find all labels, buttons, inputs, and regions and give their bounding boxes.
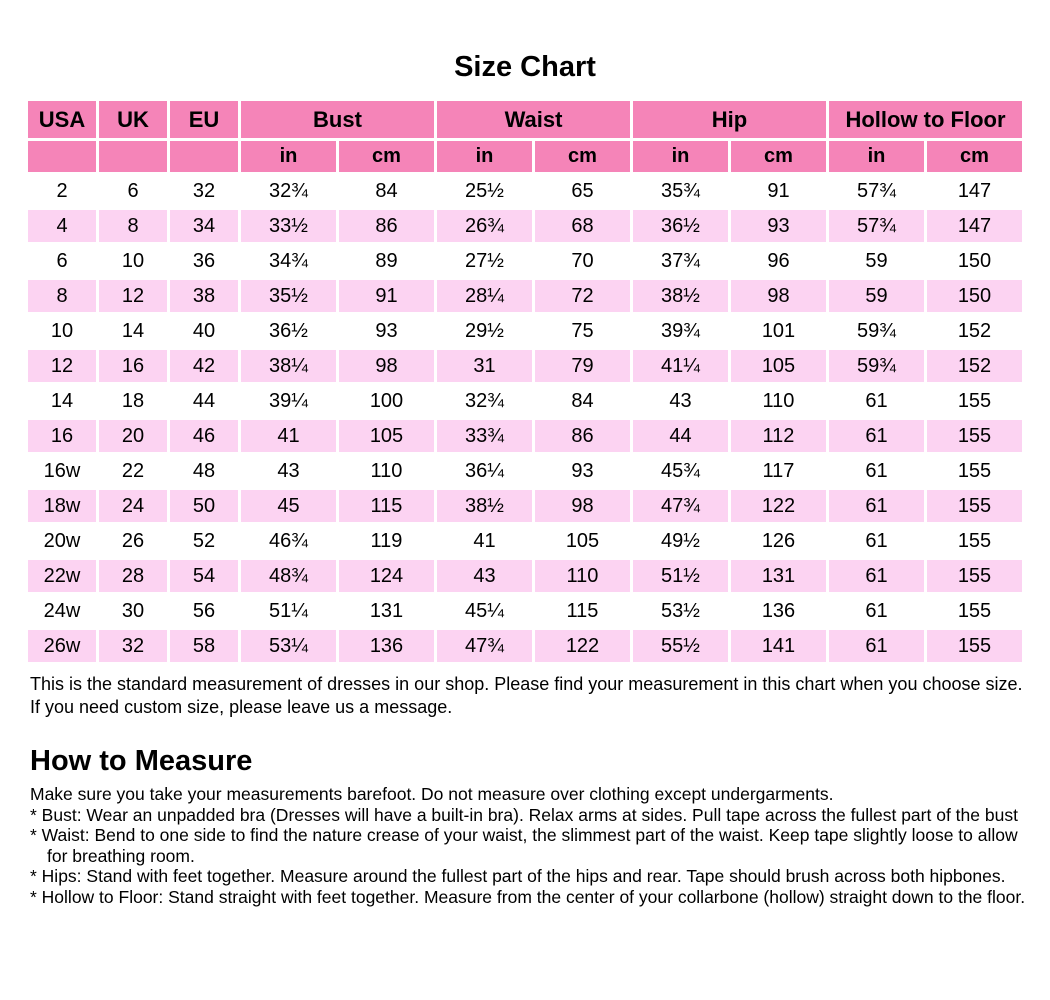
- table-cell: 39¼: [241, 385, 336, 417]
- table-row: [28, 210, 1022, 242]
- table-cell: 110: [535, 560, 630, 592]
- table-cell: 27½: [437, 245, 532, 277]
- measure-bullet-waist: * Waist: Bend to one side to find the nature crease of your waist, the slimmest part of the waist. Keep tape slightly loose to allow for breathing room.: [30, 825, 1018, 866]
- table-cell: 28¼: [437, 280, 532, 312]
- table-cell: 38¼: [241, 350, 336, 382]
- table-cell: 112: [731, 420, 826, 452]
- table-cell: 35¾: [633, 175, 728, 207]
- table-cell: 136: [731, 595, 826, 627]
- table-cell: 41: [241, 420, 336, 452]
- table-row: [28, 525, 1022, 557]
- table-cell: 155: [927, 385, 1022, 417]
- table-cell: 141: [731, 630, 826, 662]
- table-cell: 14: [99, 315, 167, 347]
- table-cell: 86: [535, 420, 630, 452]
- table-cell: 10: [99, 245, 167, 277]
- table-cell: 47¾: [633, 490, 728, 522]
- table-cell: 100: [339, 385, 434, 417]
- table-cell: 41¼: [633, 350, 728, 382]
- table-cell: 34: [170, 210, 238, 242]
- table-header-group-row: [28, 101, 1022, 138]
- table-row: [28, 315, 1022, 347]
- table-cell: 131: [339, 595, 434, 627]
- table-cell: 155: [927, 525, 1022, 557]
- column-header-bust: Bust: [241, 101, 434, 138]
- table-cell: 150: [927, 245, 1022, 277]
- table-cell: 48: [170, 455, 238, 487]
- table-cell: 93: [535, 455, 630, 487]
- table-cell: 43: [633, 385, 728, 417]
- table-cell: 54: [170, 560, 238, 592]
- table-cell: 117: [731, 455, 826, 487]
- table-cell: 36: [170, 245, 238, 277]
- table-cell: 61: [829, 385, 924, 417]
- table-cell: 105: [339, 420, 434, 452]
- table-cell: 110: [731, 385, 826, 417]
- table-cell: 43: [241, 455, 336, 487]
- note-line-2: If you need custom size, please leave us a message.: [30, 697, 453, 717]
- table-cell: 56: [170, 595, 238, 627]
- table-row: [28, 385, 1022, 417]
- table-cell: 122: [535, 630, 630, 662]
- table-cell: 155: [927, 455, 1022, 487]
- table-cell: 70: [535, 245, 630, 277]
- column-header-uk: UK: [99, 101, 167, 138]
- table-cell: 61: [829, 560, 924, 592]
- table-cell: 155: [927, 630, 1022, 662]
- unit-header-bust-in: in: [241, 141, 336, 172]
- table-cell: 49½: [633, 525, 728, 557]
- measure-bullet-bust: * Bust: Wear an unpadded bra (Dresses will have a built-in bra). Relax arms at sides. Pull tape across the fullest part of the bust: [30, 804, 1018, 825]
- how-to-measure-heading: How to Measure: [30, 745, 253, 777]
- table-row: [28, 245, 1022, 277]
- table-cell: 101: [731, 315, 826, 347]
- table-cell: 30: [99, 595, 167, 627]
- table-cell: 96: [731, 245, 826, 277]
- table-cell: 59¾: [829, 350, 924, 382]
- table-row: [28, 455, 1022, 487]
- table-cell: 18w: [28, 490, 96, 522]
- table-cell: 25½: [437, 175, 532, 207]
- table-cell: 20w: [28, 525, 96, 557]
- table-cell: 57¾: [829, 210, 924, 242]
- table-cell: 43: [437, 560, 532, 592]
- table-row: [28, 420, 1022, 452]
- table-cell: 26: [99, 525, 167, 557]
- table-cell: 126: [731, 525, 826, 557]
- table-cell: 35½: [241, 280, 336, 312]
- table-cell: 2: [28, 175, 96, 207]
- table-cell: 150: [927, 280, 1022, 312]
- table-cell: 32: [170, 175, 238, 207]
- column-header-waist: Waist: [437, 101, 630, 138]
- table-cell: 45¾: [633, 455, 728, 487]
- table-cell: 36¼: [437, 455, 532, 487]
- table-cell: 65: [535, 175, 630, 207]
- table-cell: 91: [731, 175, 826, 207]
- standard-measurement-note: [30, 673, 1050, 719]
- table-cell: 93: [339, 315, 434, 347]
- table-cell: 147: [927, 175, 1022, 207]
- how-to-measure-section: [30, 784, 1030, 907]
- table-cell: 36½: [633, 210, 728, 242]
- unit-header-empty: [170, 141, 238, 172]
- table-cell: 46: [170, 420, 238, 452]
- table-cell: 61: [829, 595, 924, 627]
- table-cell: 53½: [633, 595, 728, 627]
- table-cell: 61: [829, 420, 924, 452]
- table-cell: 155: [927, 595, 1022, 627]
- table-cell: 89: [339, 245, 434, 277]
- table-cell: 36½: [241, 315, 336, 347]
- table-row: [28, 595, 1022, 627]
- column-header-hip: Hip: [633, 101, 826, 138]
- table-cell: 61: [829, 490, 924, 522]
- unit-header-empty: [99, 141, 167, 172]
- table-cell: 24: [99, 490, 167, 522]
- column-header-eu: EU: [170, 101, 238, 138]
- table-cell: 18: [99, 385, 167, 417]
- table-cell: 61: [829, 630, 924, 662]
- table-cell: 98: [535, 490, 630, 522]
- table-cell: 119: [339, 525, 434, 557]
- table-cell: 45¼: [437, 595, 532, 627]
- table-cell: 72: [535, 280, 630, 312]
- column-header-usa: USA: [28, 101, 96, 138]
- table-row: [28, 490, 1022, 522]
- table-cell: 47¾: [437, 630, 532, 662]
- table-cell: 59: [829, 280, 924, 312]
- table-cell: 61: [829, 455, 924, 487]
- table-cell: 57¾: [829, 175, 924, 207]
- table-cell: 68: [535, 210, 630, 242]
- unit-header-bust-cm: cm: [339, 141, 434, 172]
- table-cell: 53¼: [241, 630, 336, 662]
- table-cell: 31: [437, 350, 532, 382]
- table-cell: 33½: [241, 210, 336, 242]
- table-cell: 59: [829, 245, 924, 277]
- measure-bullet-hips: * Hips: Stand with feet together. Measure around the fullest part of the hips and rear. Tape should brush across both hipbones.: [30, 866, 1006, 886]
- table-cell: 12: [28, 350, 96, 382]
- table-cell: 84: [535, 385, 630, 417]
- table-cell: 45: [241, 490, 336, 522]
- table-row: [28, 350, 1022, 382]
- table-cell: 58: [170, 630, 238, 662]
- table-cell: 93: [731, 210, 826, 242]
- table-cell: 110: [339, 455, 434, 487]
- table-cell: 44: [633, 420, 728, 452]
- table-cell: 14: [28, 385, 96, 417]
- table-cell: 152: [927, 350, 1022, 382]
- table-cell: 28: [99, 560, 167, 592]
- table-cell: 105: [731, 350, 826, 382]
- table-cell: 86: [339, 210, 434, 242]
- table-cell: 32¾: [437, 385, 532, 417]
- table-cell: 41: [437, 525, 532, 557]
- table-cell: 51½: [633, 560, 728, 592]
- unit-header-hip-in: in: [633, 141, 728, 172]
- table-cell: 79: [535, 350, 630, 382]
- table-cell: 155: [927, 490, 1022, 522]
- table-cell: 75: [535, 315, 630, 347]
- table-cell: 59¾: [829, 315, 924, 347]
- table-cell: 98: [339, 350, 434, 382]
- table-cell: 20: [99, 420, 167, 452]
- unit-header-waist-in: in: [437, 141, 532, 172]
- measure-intro: Make sure you take your measurements barefoot. Do not measure over clothing except undergarments.: [30, 784, 834, 804]
- column-header-hollow-to-floor: Hollow to Floor: [829, 101, 1022, 138]
- table-cell: 34¾: [241, 245, 336, 277]
- table-cell: 26w: [28, 630, 96, 662]
- table-cell: 52: [170, 525, 238, 557]
- table-cell: 115: [535, 595, 630, 627]
- table-cell: 22: [99, 455, 167, 487]
- table-row: [28, 560, 1022, 592]
- table-cell: 32¾: [241, 175, 336, 207]
- table-cell: 155: [927, 420, 1022, 452]
- measure-bullet-hollow: * Hollow to Floor: Stand straight with feet together. Measure from the center of your collarbone (hollow) straight down to the floor.: [30, 886, 1026, 907]
- table-cell: 40: [170, 315, 238, 347]
- table-cell: 39¾: [633, 315, 728, 347]
- table-cell: 51¼: [241, 595, 336, 627]
- table-cell: 6: [99, 175, 167, 207]
- size-table-body: [28, 175, 1022, 662]
- table-cell: 38½: [437, 490, 532, 522]
- table-cell: 48¾: [241, 560, 336, 592]
- table-cell: 37¾: [633, 245, 728, 277]
- table-cell: 8: [28, 280, 96, 312]
- table-cell: 16w: [28, 455, 96, 487]
- table-cell: 152: [927, 315, 1022, 347]
- table-cell: 38½: [633, 280, 728, 312]
- table-cell: 84: [339, 175, 434, 207]
- table-cell: 91: [339, 280, 434, 312]
- table-cell: 26¾: [437, 210, 532, 242]
- table-cell: 29½: [437, 315, 532, 347]
- table-cell: 24w: [28, 595, 96, 627]
- table-cell: 4: [28, 210, 96, 242]
- table-cell: 42: [170, 350, 238, 382]
- note-line-1: This is the standard measurement of dresses in our shop. Please find your measurement in this chart when you choose size.: [30, 674, 1023, 694]
- table-cell: 16: [99, 350, 167, 382]
- table-cell: 122: [731, 490, 826, 522]
- unit-header-hollow-cm: cm: [927, 141, 1022, 172]
- table-cell: 12: [99, 280, 167, 312]
- table-cell: 6: [28, 245, 96, 277]
- table-header-unit-row: [28, 141, 1022, 172]
- unit-header-waist-cm: cm: [535, 141, 630, 172]
- table-cell: 131: [731, 560, 826, 592]
- table-cell: 136: [339, 630, 434, 662]
- table-cell: 16: [28, 420, 96, 452]
- table-cell: 124: [339, 560, 434, 592]
- table-cell: 147: [927, 210, 1022, 242]
- table-cell: 105: [535, 525, 630, 557]
- table-cell: 61: [829, 525, 924, 557]
- table-row: [28, 630, 1022, 662]
- table-cell: 10: [28, 315, 96, 347]
- unit-header-hip-cm: cm: [731, 141, 826, 172]
- table-cell: 22w: [28, 560, 96, 592]
- unit-header-empty: [28, 141, 96, 172]
- table-cell: 155: [927, 560, 1022, 592]
- table-cell: 115: [339, 490, 434, 522]
- table-cell: 50: [170, 490, 238, 522]
- table-row: [28, 280, 1022, 312]
- table-cell: 44: [170, 385, 238, 417]
- table-cell: 8: [99, 210, 167, 242]
- unit-header-hollow-in: in: [829, 141, 924, 172]
- page-title: Size Chart: [454, 51, 596, 83]
- table-cell: 46¾: [241, 525, 336, 557]
- size-chart-table: [25, 98, 1025, 665]
- table-cell: 98: [731, 280, 826, 312]
- table-cell: 38: [170, 280, 238, 312]
- table-cell: 33¾: [437, 420, 532, 452]
- table-cell: 32: [99, 630, 167, 662]
- table-cell: 55½: [633, 630, 728, 662]
- table-row: [28, 175, 1022, 207]
